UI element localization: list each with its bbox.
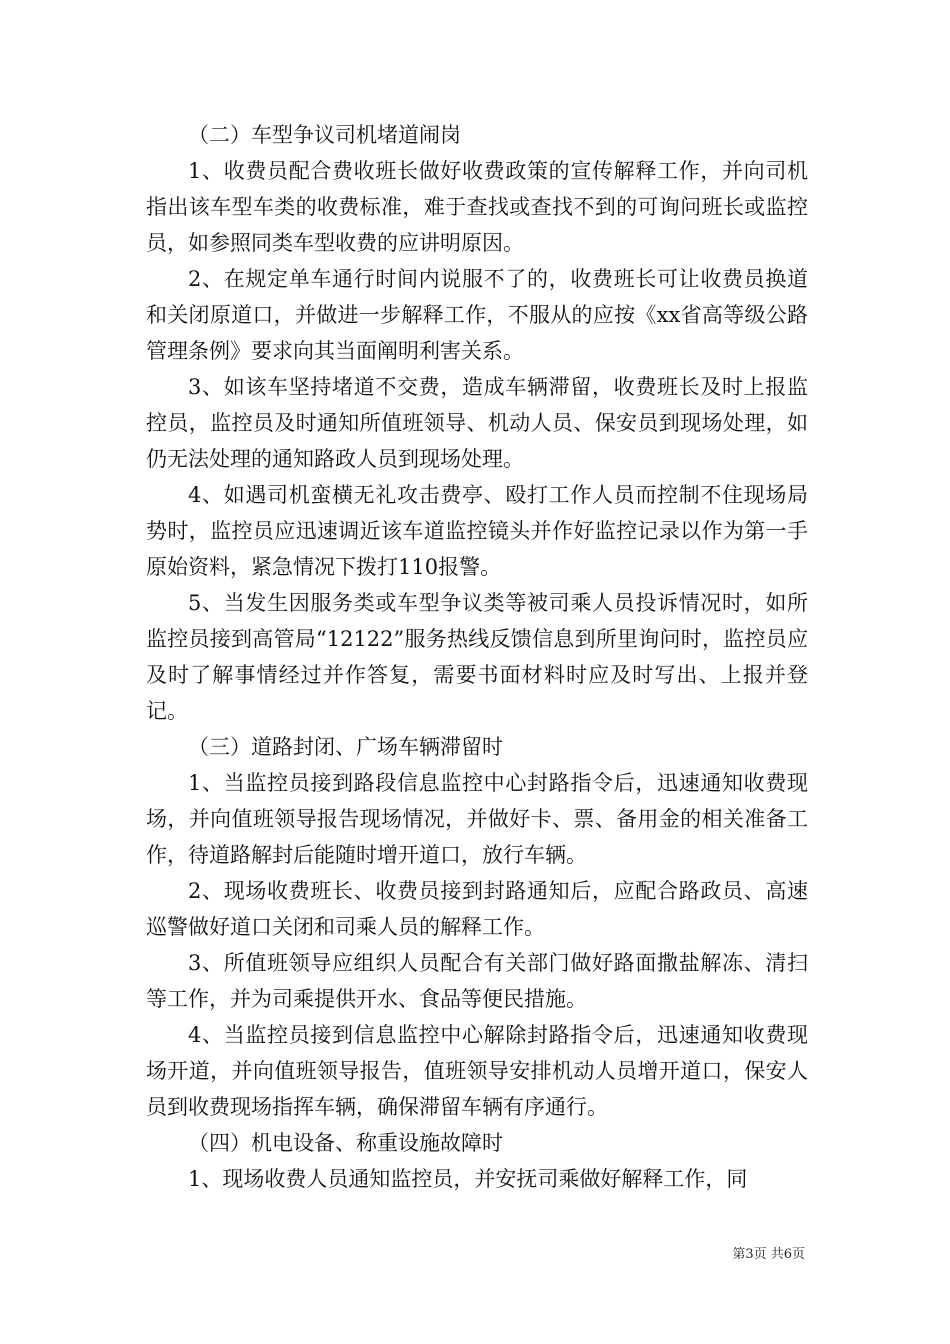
section-heading-4: （四）机电设备、称重设施故障时 bbox=[188, 1131, 503, 1155]
paragraph: 1、当监控员接到路段信息监控中心封路指令后，迅速通知收费现场，并向值班领导报告现场情况，并做好卡、票、备用金的相关准备工作，待道路解封后能随时增开道口，放行车辆。 bbox=[146, 771, 808, 867]
paragraph: 1、收费员配合费收班长做好收费政策的宣传解释工作，并向司机指出该车型车类的收费标准，难于查找或查找不到的可询问班长或监控员，如参照同类车型收费的应讲明原因。 bbox=[146, 159, 808, 255]
page-number-footer: 第3页 共6页 bbox=[732, 1247, 805, 1262]
paragraph: 4、当监控员接到信息监控中心解除封路指令后，迅速通知收费现场开道，并向值班领导报告，值班领导安排机动人员增开道口，保安人员到收费现场指挥车辆，确保滞留车辆有序通行。 bbox=[146, 1023, 808, 1119]
paragraph: 3、如该车坚持堵道不交费，造成车辆滞留，收费班长及时上报监控员，监控员及时通知所值班领导、机动人员、保安员到现场处理，如仍无法处理的通知路政人员到现场处理。 bbox=[146, 375, 808, 471]
section-heading-2: （二）车型争议司机堵道闹岗 bbox=[188, 123, 461, 147]
paragraph: 2、在规定单车通行时间内说服不了的，收费班长可让收费员换道和关闭原道口，并做进一步解释工作，不服从的应按《xx省高等级公路管理条例》要求向其当面阐明利害关系。 bbox=[146, 267, 808, 363]
section-heading-3: （三）道路封闭、广场车辆滞留时 bbox=[188, 735, 503, 759]
paragraph: 1、现场收费人员通知监控员，并安抚司乘做好解释工作，同 bbox=[188, 1167, 748, 1191]
paragraph: 3、所值班领导应组织人员配合有关部门做好路面撒盐解冻、清扫等工作，并为司乘提供开水、食品等便民措施。 bbox=[146, 951, 808, 1011]
paragraph: 5、当发生因服务类或车型争议类等被司乘人员投诉情况时，如所监控员接到高管局“12122”服务热线反馈信息到所里询问时，监控员应及时了解事情经过并作答复，需要书面材料时应及时写出、上报并登记。 bbox=[146, 591, 808, 723]
paragraph: 2、现场收费班长、收费员接到封路通知后，应配合路政员、高速巡警做好道口关闭和司乘人员的解释工作。 bbox=[146, 879, 808, 939]
document-body bbox=[146, 117, 808, 1197]
paragraph: 4、如遇司机蛮横无礼攻击费亭、殴打工作人员而控制不住现场局势时，监控员应迅速调近该车道监控镜头并作好监控记录以作为第一手原始资料，紧急情况下拨打110报警。 bbox=[146, 483, 808, 579]
